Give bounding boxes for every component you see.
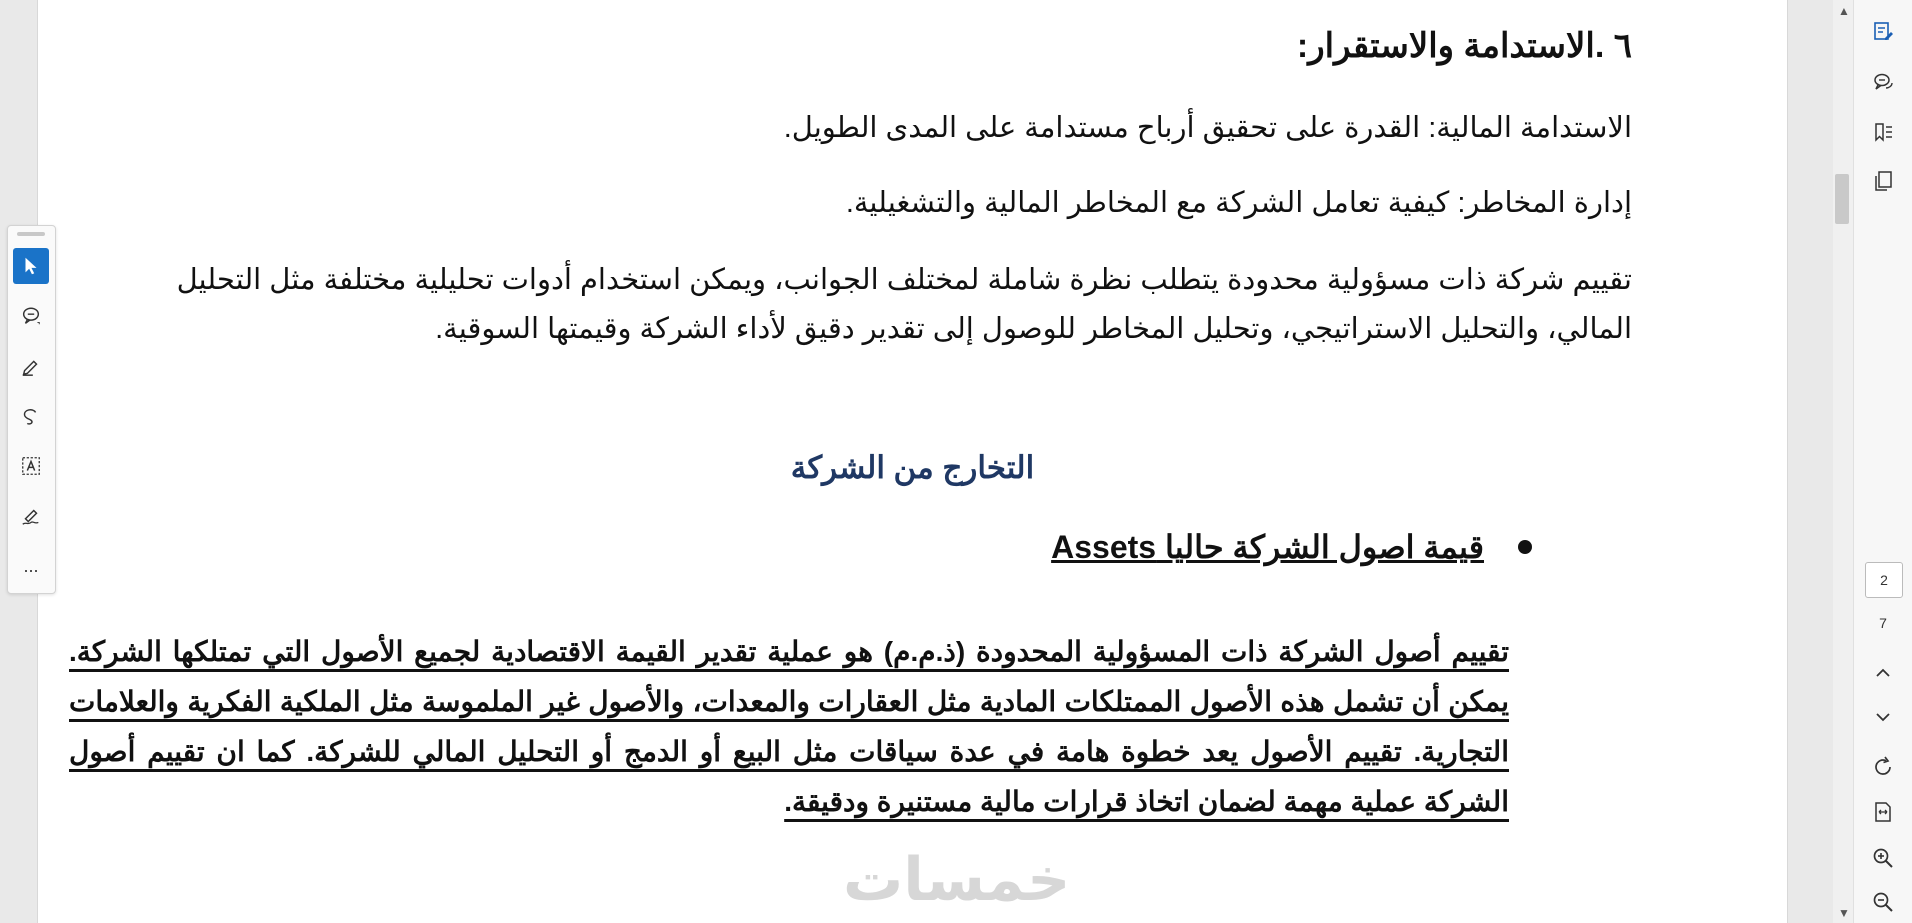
vertical-scrollbar[interactable] <box>1833 0 1853 923</box>
right-side-panel <box>1853 0 1912 923</box>
page-down-icon[interactable] <box>1868 702 1898 732</box>
paragraph-assets-valuation: تقييم أصول الشركة ذات المسؤولية المحدودة (ذ.م.م) هو عملية تقدير القيمة الاقتصادية لجميع الأصول التي تمتلكها الشركة. يمكن أن تشمل هذه الأصول الممتلكات المادية مثل العقارات والمعدات، والأصول غير الملموسة مثل الملكية الفكرية والعلامات التجارية. تقييم الأصول يعد خطوة هامة في عدة سياقات مثل البيع أو الدمج أو التحليل المالي للشركة. كما ان تقييم أصول الشركة عملية مهمة لضمان اتخاذ قرارات مالية مستنيرة ودقيقة. <box>69 636 1509 817</box>
section-title-exit: التخارج من الشركة <box>790 450 1035 485</box>
text-box-icon[interactable] <box>13 448 49 484</box>
document-page <box>37 0 1788 923</box>
paragraph-financial-sustainability: الاستدامة المالية: القدرة على تحقيق أرباح مستدامة على المدى الطويل. <box>783 112 1632 144</box>
freehand-draw-icon[interactable] <box>13 398 49 434</box>
bullet-text: قيمة اصول الشركة حاليا Assets <box>1051 529 1484 565</box>
paragraph-summary: تقييم شركة ذات مسؤولية محدودة يتطلب نظرة شاملة لمختلف الجوانب، ويمكن استخدام أدوات تحليلية مختلفة مثل التحليل المالي، والتحليل الاستراتيجي، وتحليل المخاطر للوصول إلى تقدير دقيق لأداء الشركة وقيمتها السوقية. <box>176 264 1632 345</box>
scrollbar-thumb[interactable] <box>1835 174 1849 224</box>
pages-icon[interactable] <box>1868 166 1898 196</box>
scroll-down-arrow-icon[interactable]: ▼ <box>1838 906 1850 920</box>
select-cursor-icon[interactable] <box>13 248 49 284</box>
toolbar-drag-handle[interactable] <box>17 232 45 236</box>
bullet-item-assets <box>1051 528 1532 566</box>
more-icon[interactable]: ... <box>23 555 39 576</box>
zoom-out-icon[interactable] <box>1868 887 1898 917</box>
paragraph-risk-management: إدارة المخاطر: كيفية تعامل الشركة مع المخاطر المالية والتشغيلية. <box>845 187 1632 219</box>
bookmarks-icon[interactable] <box>1868 117 1898 147</box>
signature-icon[interactable] <box>13 498 49 534</box>
page-up-icon[interactable] <box>1868 658 1898 688</box>
heading-sustainability: ٦ .الاستدامة والاستقرار: <box>1296 27 1632 65</box>
current-page-input[interactable]: 2 <box>1865 562 1903 598</box>
watermark-logo: خمسات <box>843 845 1071 915</box>
total-pages-label: 7 <box>1879 615 1887 631</box>
annotation-toolbar <box>7 225 56 594</box>
zoom-in-icon[interactable] <box>1868 843 1898 873</box>
rotate-icon[interactable] <box>1868 752 1898 782</box>
scroll-up-arrow-icon[interactable]: ▲ <box>1838 4 1850 18</box>
comments-icon[interactable] <box>1868 67 1898 97</box>
bullet-dot <box>1518 540 1532 554</box>
fit-page-icon[interactable] <box>1868 797 1898 827</box>
edit-pdf-icon[interactable] <box>1868 16 1898 46</box>
highlight-pen-icon[interactable] <box>13 348 49 384</box>
comment-icon[interactable] <box>13 298 49 334</box>
